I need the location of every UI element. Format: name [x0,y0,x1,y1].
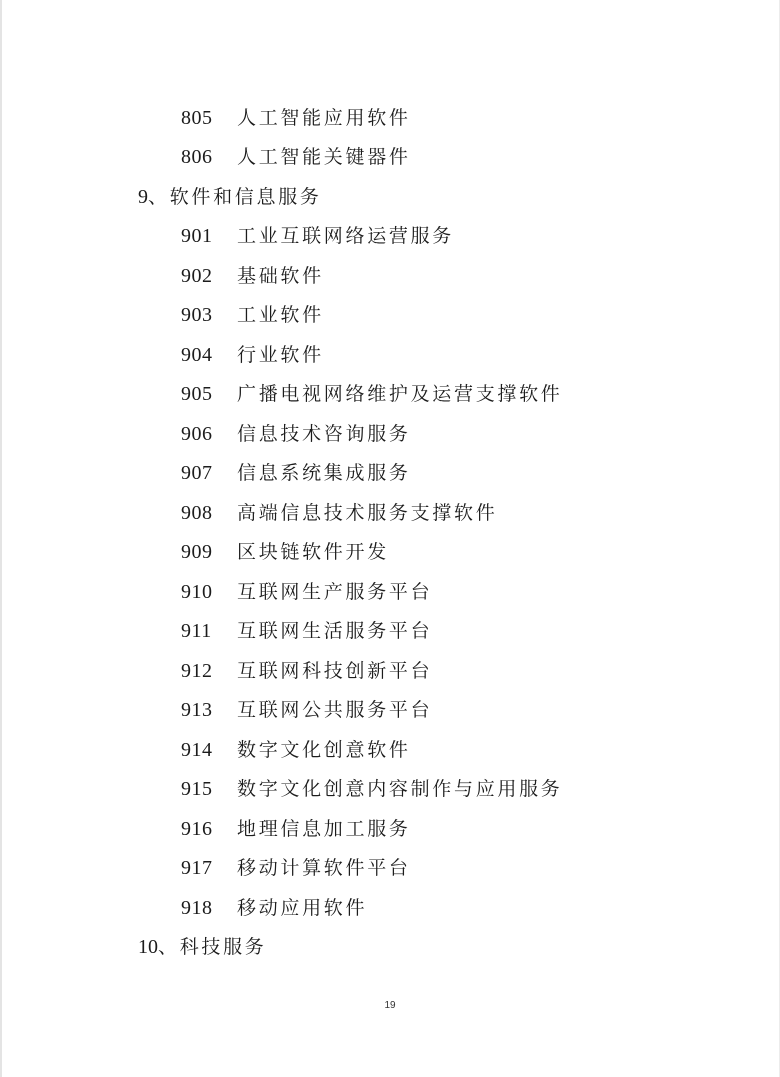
entry-code: 914 [181,739,213,761]
entry-name: 地理信息加工服务 [237,818,411,840]
entry-code: 913 [181,699,213,721]
entry-code: 909 [181,541,213,563]
entry-code: 908 [181,502,213,524]
entry-name: 互联网科技创新平台 [237,660,433,682]
section-number: 9 [138,186,148,208]
entry-name: 工业互联网络运营服务 [237,225,455,247]
entry-name: 广播电视网络维护及运营支撑软件 [237,383,563,405]
entry-name: 互联网公共服务平台 [237,699,433,721]
entry-name: 互联网生产服务平台 [237,581,433,603]
entry-name: 高端信息技术服务支撑软件 [237,502,498,524]
page-number: 19 [384,1000,396,1011]
entry-code: 805 [181,107,213,129]
entry-name: 人工智能关键器件 [237,146,411,168]
entry-name: 移动计算软件平台 [237,857,411,879]
entry-code: 910 [181,581,213,603]
entry-code: 904 [181,344,213,366]
entry-code: 912 [181,660,213,682]
entry-name: 数字文化创意内容制作与应用服务 [237,778,563,800]
entry-name: 行业软件 [237,344,324,366]
entry-code: 902 [181,265,213,287]
section-separator: 、 [158,936,180,958]
entry-name: 互联网生活服务平台 [237,620,433,642]
entry-code: 911 [181,620,212,642]
section-number: 10 [138,936,158,958]
entry-code: 903 [181,304,213,326]
entry-code: 907 [181,462,213,484]
entry-name: 数字文化创意软件 [237,739,411,761]
entry-code: 918 [181,897,213,919]
section-separator: 、 [148,186,170,208]
entry-code: 905 [181,383,213,405]
section-heading-10 [138,935,267,959]
entry-name: 人工智能应用软件 [237,107,411,129]
entry-code: 916 [181,818,213,840]
section-title: 科技服务 [179,936,267,958]
entry-name: 移动应用软件 [237,897,368,919]
entry-name: 信息技术咨询服务 [237,423,411,445]
entry-name: 信息系统集成服务 [237,462,411,484]
entry-code: 901 [181,225,213,247]
entry-code: 915 [181,778,213,800]
entry-name: 基础软件 [237,265,324,287]
section-heading-9 [138,185,322,209]
entry-code: 806 [181,146,213,168]
entry-code: 906 [181,423,213,445]
section-title: 软件和信息服务 [169,186,322,208]
entry-name: 区块链软件开发 [237,541,389,563]
entry-name: 工业软件 [237,304,324,326]
entry-code: 917 [181,857,213,879]
